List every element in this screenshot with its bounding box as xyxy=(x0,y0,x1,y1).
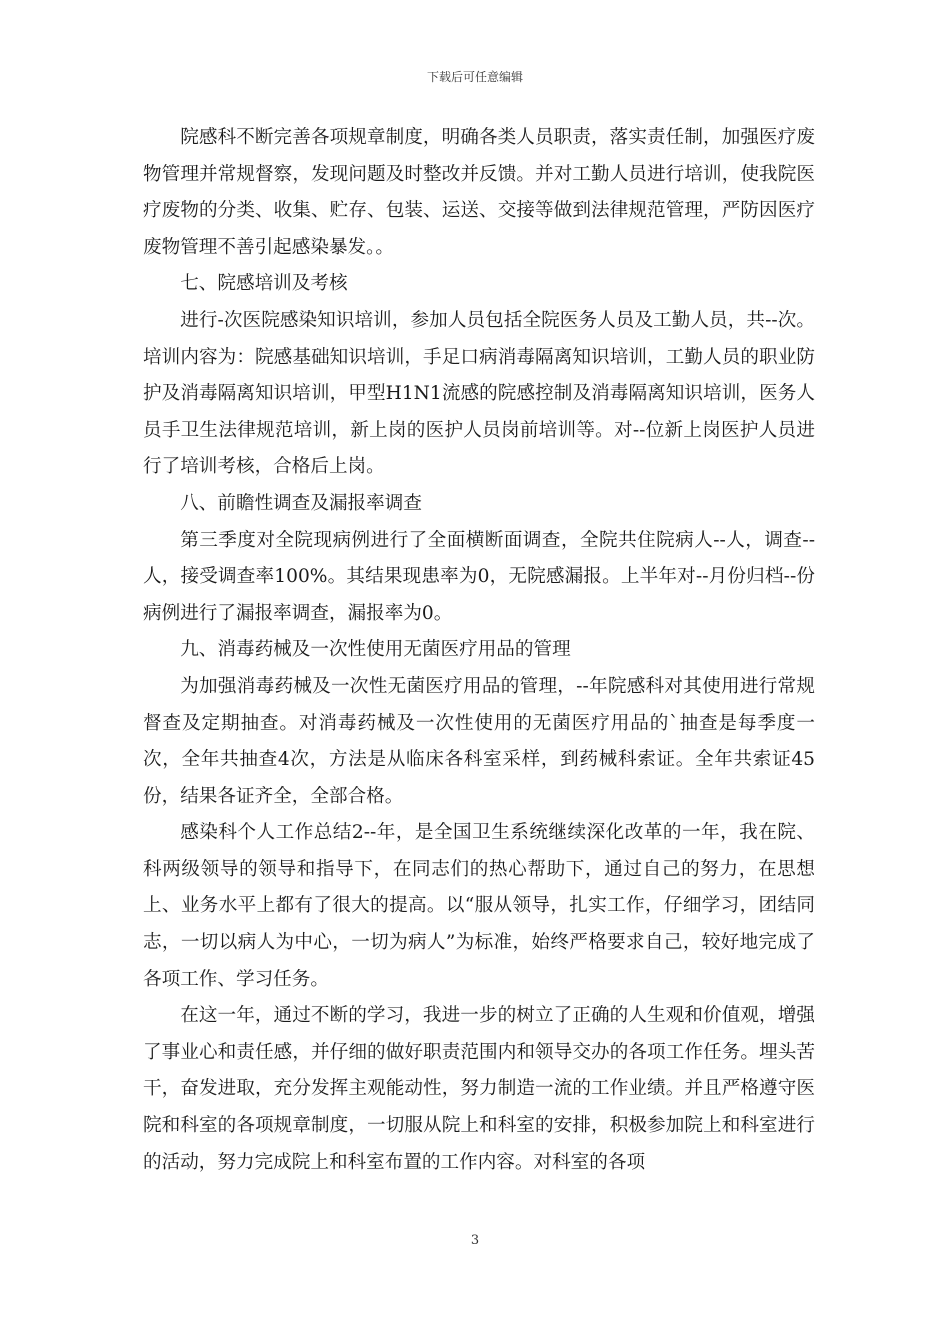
paragraph-training: 进行-次医院感染知识培训，参加人员包括全院医务人员及工勤人员，共--次。培训内容为：院感基础知识培训，手足口病消毒隔离知识培训，工勤人员的职业防护及消毒隔离知识培训，甲型H1N1流感的院感控制及消毒隔离知识培训，医务人员手卫生法律规范培训，新上岗的医护人员岗前培训等。对--位新上岗医护人员进行了培训考核，合格后上岗。 xyxy=(143,309,815,478)
document-body xyxy=(143,120,815,1181)
paragraph-disinfection: 为加强消毒药械及一次性无菌医疗用品的管理，--年院感科对其使用进行常规督查及定期抽查。对消毒药械及一次性使用的无菌医疗用品的`抽查是每季度一次，全年共抽查4次，方法是从临床各科室采样，到药械科索证。全年共索证45份，结果各证齐全，全部合格。 xyxy=(143,675,815,807)
paragraph-survey: 第三季度对全院现病例进行了全面横断面调查，全院共住院病人--人，调查--人，接受调查率100%。其结果现患率为0，无院感漏报。上半年对--月份归档--份病例进行了漏报率调查，漏报率为0。 xyxy=(143,529,815,624)
heading-section-7: 七、院感培训及考核 xyxy=(180,273,348,295)
heading-section-9: 九、消毒药械及一次性使用无菌医疗用品的管理 xyxy=(180,639,571,661)
page-number: 3 xyxy=(470,1233,480,1248)
page-header: 下载后可任意编辑 xyxy=(426,70,523,84)
paragraph-medical-waste: 院感科不断完善各项规章制度，明确各类人员职责，落实责任制，加强医疗废物管理并常规督察，发现问题及时整改并反馈。并对工勤人员进行培训，使我院医疗废物的分类、收集、贮存、包装、运送、交接等做到法律规范管理，严防因医疗废物管理不善引起感染暴发。。 xyxy=(143,127,815,258)
paragraph-personal-summary: 感染科个人工作总结2--年，是全国卫生系统继续深化改革的一年，我在院、科两级领导的领导和指导下，在同志们的热心帮助下，通过自己的努力，在思想上、业务水平上都有了很大的提高。以“服从领导，扎实工作，仔细学习，团结同志，一切以病人为中心，一切为病人”为标准，始终严格要求自己，较好地完成了各项工作、学习任务。 xyxy=(143,822,815,990)
paragraph-year-review: 在这一年，通过不断的学习，我进一步的树立了正确的人生观和价值观，增强了事业心和责任感，并仔细的做好职责范围内和领导交办的各项工作任务。埋头苦干，奋发进取，充分发挥主观能动性，努力制造一流的工作业绩。并且严格遵守医院和科室的各项规章制度，一切服从院上和科室的安排，积极参加院上和科室进行的活动，努力完成院上和科室布置的工作内容。对科室的各项 xyxy=(143,1005,815,1173)
heading-section-8: 八、前瞻性调查及漏报率调查 xyxy=(180,492,422,514)
